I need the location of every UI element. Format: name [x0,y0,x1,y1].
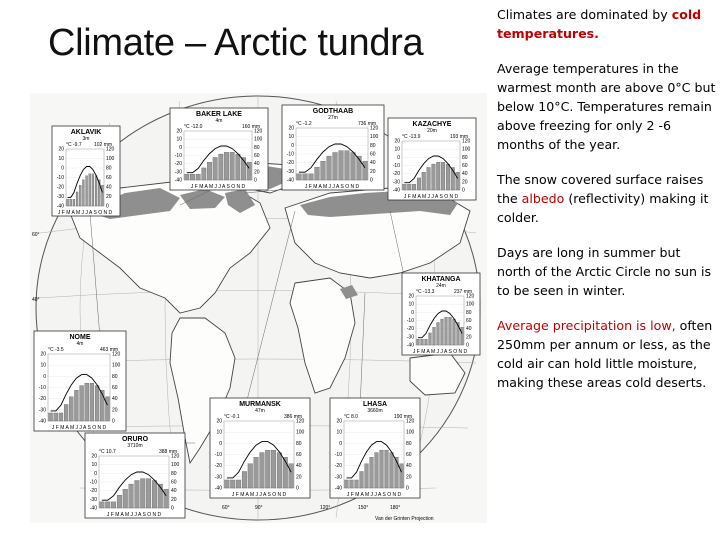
temp-tick: -10 [334,452,342,458]
paragraph-albedo: The snow covered surface raises the albedo (reflectivity) making it colder. [497,172,709,225]
lon-label-120: 120° [320,505,331,511]
month-axis: J F M A M J J A S O N D [403,194,459,200]
precip-bar [242,471,247,488]
lon-label-60: 60° [222,505,230,511]
precip-bar [76,192,78,206]
station-annual-precip: 102 mm [94,142,113,148]
temp-tick: 20 [176,128,182,135]
precip-bar [441,319,444,345]
precip-bar [427,167,431,190]
precip-bar [85,383,89,421]
temp-tick: 0 [397,154,400,161]
precip-bar [101,185,103,206]
temp-tick: -20 [38,396,46,403]
temp-tick: 10 [40,362,46,369]
precip-bar [449,317,452,345]
precip-tick: 100 [370,134,379,141]
precip-tick: 20 [370,168,376,175]
precip-bar [385,450,389,488]
temp-tick: 10 [91,462,97,469]
temp-tick: 20 [336,418,342,425]
precip-bar [289,464,294,488]
precip-tick: 120 [106,146,115,153]
precip-bar [105,502,110,508]
temp-tick: -10 [89,479,97,486]
station-mean-temp: °C -12.0 [184,124,203,130]
precip-tick: 0 [466,342,469,349]
precip-bar [355,480,359,488]
temp-tick: -20 [214,463,222,470]
temp-tick: 20 [91,453,97,460]
precip-tick: 80 [370,142,376,149]
paragraph-precipitation: Average precipitation is low, often 250mm per annum or less, as the cold air can hold little moisture, making these areas cold deserts. [497,318,713,390]
temp-tick: 20 [408,293,414,300]
precip-tick: 20 [106,194,112,200]
precip-bar [207,162,211,180]
precip-tick: 60 [466,318,472,324]
temp-tick: 0 [94,470,97,477]
temp-tick: -10 [38,385,46,391]
precip-tick: 0 [171,505,174,512]
precip-bar [49,413,53,421]
temp-tick: 20 [40,351,46,358]
precip-bar [230,480,235,488]
temp-tick: -30 [286,168,294,175]
precip-bar [380,450,384,488]
precip-bar [370,457,374,488]
precip-tick: 80 [466,309,472,316]
albedo-highlight: albedo [521,191,565,206]
temp-tick: 10 [288,134,294,141]
temp-tick: -30 [56,194,64,200]
station-annual-precip: 736 mm [358,121,377,127]
station-mean-temp: °C -3.5 [48,347,64,353]
precip-bar [297,174,302,180]
precip-bar [225,480,230,488]
precip-tick: 40 [466,326,472,333]
precip-bar [303,174,308,180]
precip-tick: 80 [462,154,468,161]
station-annual-precip: 237 mm [454,289,473,295]
precip-tick: 80 [112,373,118,380]
temp-tick: 20 [216,418,222,425]
temp-tick: -40 [56,203,64,210]
temp-tick: 20 [394,138,400,145]
paragraph-cold: Climates are dominated by cold temperatures. [497,7,702,41]
tundra-climate-map [30,93,487,523]
precip-tick: 20 [406,474,412,481]
precip-tick: 40 [254,161,260,168]
precip-bar [375,453,379,488]
station-annual-precip: 388 mm [159,449,178,455]
precip-bar [403,184,407,190]
station-elevation: 27m [328,115,338,121]
precip-tick: 120 [296,418,305,425]
precip-bar [92,174,94,206]
temp-tick: -40 [89,505,97,512]
precip-bar [146,479,151,508]
climograph-baker-lake [170,108,268,190]
precip-bar [90,383,94,421]
precip-bar [70,199,72,206]
lat-label-40: 40° [32,297,40,303]
precip-bar [271,450,276,488]
projection-label: Van der Grinten Projection [375,516,434,522]
precip-bar [315,167,320,180]
climograph-aklavik [52,126,120,216]
climograph-nome [34,331,126,431]
precip-tick: 60 [112,385,118,391]
precip-tick: 80 [254,144,260,151]
station-mean-temp: °C 8.0 [344,414,358,420]
precip-bar [422,172,426,190]
temp-tick: -40 [334,485,342,492]
precip-bar [95,176,97,206]
station-elevation: 20m [427,128,437,134]
month-axis: J F M A M J J A S O N D [346,492,402,498]
station-mean-temp: °C 10.7 [99,449,116,455]
precip-tick: 120 [112,351,121,358]
precip-tick: 60 [462,163,468,169]
lat-label-60: 60° [32,232,40,238]
precip-tick: 0 [112,418,115,425]
precip-tick: 100 [254,136,263,143]
station-elevation: 3660m [367,408,383,414]
precip-tick: 60 [254,153,260,159]
precip-bar [54,413,58,421]
slide-title: Climate – Arctic tundra [48,22,424,64]
precip-bar [453,319,456,345]
temp-tick: -20 [174,161,182,168]
text-column [497,5,717,408]
temp-tick: -30 [392,179,400,186]
precip-tick: 40 [112,396,118,403]
temp-tick: -30 [89,496,97,503]
precip-bar [412,184,416,190]
station-name: GODTHAAB [312,108,354,115]
temp-tick: -10 [174,153,182,159]
precip-bar [254,457,259,488]
station-elevation: 3710m [127,443,143,449]
precip-bar [390,453,394,488]
precip-tick: 0 [462,187,465,194]
precip-bar [59,413,63,421]
precip-tick: 80 [406,440,412,447]
precip-tick: 100 [462,146,471,153]
precip-bar [400,464,404,488]
precip-bar [345,151,350,180]
month-axis: J F M A M J J A S O N D [412,349,468,355]
precip-tick: 20 [462,179,468,186]
precip-tick: 120 [370,125,379,132]
precip-tick: 100 [406,429,415,436]
station-annual-precip: 190 mm [394,414,413,420]
precip-tick: 20 [171,496,177,503]
precip-tick: 0 [406,485,409,492]
temp-tick: -20 [56,184,64,191]
station-annual-precip: 160 mm [242,124,261,130]
station-mean-temp: °C -1.2 [296,121,312,127]
precip-tick: 0 [106,203,109,210]
precip-tick: 100 [112,362,121,369]
precip-tick: 80 [106,165,112,172]
precip-bar [351,152,356,180]
station-annual-precip: 193 mm [450,134,469,140]
temp-tick: -30 [334,474,342,481]
precip-bar [360,471,364,488]
climograph-murmansk [210,398,310,498]
precip-bar [327,156,332,180]
precip-bar [213,157,217,180]
temp-tick: -20 [286,160,294,167]
temp-tick: 0 [179,144,182,151]
precip-bar [441,162,445,190]
precip-bar [202,168,206,180]
precip-tick: 100 [466,301,475,308]
precip-bar [309,174,314,180]
station-name: MURMANSK [239,401,281,408]
precip-bar [339,151,344,180]
precip-bar [425,339,428,345]
precip-bar [265,450,270,488]
precip-tick: 40 [406,463,412,470]
precip-tick: 120 [171,453,180,460]
temp-tick: 0 [61,165,64,172]
paragraph-daylight: Days are long in summer but north of the Arctic Circle no sun is to be seen in winter. [497,245,712,298]
precip-tick: 60 [171,479,177,486]
precip-bar [456,172,460,190]
precip-bar [69,397,73,421]
precip-tick: 20 [296,474,302,481]
temp-tick: -40 [286,177,294,184]
precip-bar [64,404,68,421]
station-elevation: 4m [76,341,84,347]
precip-bar [429,333,432,345]
precip-bar [321,161,326,180]
precipitation-highlight: Average precipitation is low, [497,318,676,333]
precip-bar [345,480,349,488]
world-map-svg [30,93,487,523]
temp-tick: -40 [392,187,400,194]
precip-tick: 100 [171,462,180,469]
precip-bar [135,480,140,508]
precip-bar [230,152,234,180]
temp-tick: -40 [406,342,414,349]
lon-label-150: 150° [358,505,369,511]
precip-tick: 40 [296,463,302,470]
precip-tick: 40 [106,184,112,191]
station-name: KHATANGA [421,276,461,283]
station-annual-precip: 386 mm [284,414,303,420]
precip-tick: 100 [106,156,115,162]
station-mean-temp: °C -0.1 [224,414,240,420]
lon-label-90: 90° [255,505,263,511]
climograph-lhasa [330,398,420,498]
precip-tick: 60 [406,452,412,458]
temp-tick: 10 [216,429,222,436]
precip-bar [365,464,369,488]
precip-bar [421,339,424,345]
month-axis: J F M A M J J A S O N D [51,425,107,431]
precip-bar [82,180,84,206]
temp-tick: -10 [56,175,64,181]
temp-tick: -30 [38,407,46,414]
temp-tick: 10 [408,301,414,308]
cold-highlight: cold temperatures. [497,7,702,41]
temp-tick: -20 [334,463,342,470]
precip-bar [190,174,194,180]
precip-bar [140,479,145,508]
precip-bar [333,152,338,180]
precip-bar [67,199,69,206]
station-mean-temp: °C -13.3 [416,289,435,295]
precip-tick: 40 [370,160,376,167]
precip-bar [74,390,78,421]
temp-tick: 10 [58,156,64,162]
climograph-godthaab [282,105,384,190]
precip-tick: 80 [296,440,302,447]
precip-bar [433,327,436,345]
climograph-khatanga [402,273,480,355]
precip-bar [437,322,440,345]
precip-bar [89,174,91,206]
precip-tick: 120 [254,128,263,135]
station-name: ORURO [121,436,149,443]
station-mean-temp: °C -9.7 [66,142,82,148]
precip-bar [260,453,265,488]
station-name: BAKER LAKE [196,111,242,118]
precip-tick: 60 [296,452,302,458]
temp-tick: -20 [406,326,414,333]
temp-tick: -30 [174,169,182,176]
temp-tick: 10 [394,146,400,153]
temp-tick: 20 [58,146,64,153]
precip-bar [350,480,354,488]
temp-tick: 0 [219,440,222,447]
temp-tick: 0 [43,373,46,380]
precip-bar [117,495,122,508]
precip-bar [432,164,436,190]
month-axis: J F M A M J J A S O N D [304,184,360,190]
climograph-kazachye [388,118,476,200]
precip-tick: 40 [462,171,468,178]
month-axis: J F M A M J J A S O N D [57,210,113,216]
precip-bar [224,152,228,180]
station-name: NOME [69,334,91,341]
temp-tick: 0 [291,142,294,149]
precip-bar [95,386,99,421]
precip-bar [417,339,420,345]
precip-tick: 120 [466,293,475,300]
precip-bar [80,386,84,421]
month-axis: J F M A M J J A S O N D [106,512,162,518]
precip-bar [86,176,88,206]
precip-tick: 80 [171,470,177,477]
station-elevation: 24m [436,283,446,289]
temp-tick: 0 [411,309,414,316]
temp-tick: 0 [339,440,342,447]
station-name: AKLAVIK [70,129,102,136]
temp-tick: -20 [89,488,97,495]
temp-tick: 20 [288,125,294,132]
precip-bar [152,480,157,508]
precip-tick: 60 [370,151,376,158]
station-elevation: 3m [82,136,90,142]
precip-bar [247,162,251,180]
precip-bar [236,480,241,488]
precip-tick: 0 [370,177,373,184]
precip-tick: 60 [106,175,112,181]
temp-tick: -10 [286,151,294,158]
precip-bar [123,489,128,508]
precip-bar [219,154,223,180]
temp-tick: -20 [392,171,400,178]
precip-bar [417,178,421,190]
precip-bar [407,184,411,190]
lon-label-180: 180° [390,505,401,511]
station-annual-precip: 463 mm [100,347,119,353]
precip-tick: 120 [406,418,415,425]
precip-bar [446,164,450,190]
precip-bar [236,154,240,180]
temp-tick: -30 [406,334,414,341]
precip-bar [461,327,464,345]
precip-bar [164,489,169,508]
precip-bar [436,162,440,190]
precip-bar [111,502,116,508]
precip-tick: 40 [171,488,177,495]
precip-bar [248,464,253,488]
precip-bar [363,161,368,180]
precip-bar [196,174,200,180]
precip-tick: 0 [296,485,299,492]
temp-tick: -10 [214,452,222,458]
month-axis: J F M A M J J A S O N D [231,492,287,498]
station-mean-temp: °C -13.9 [402,134,421,140]
paragraph-average-temperatures: Average temperatures in the warmest month are above 0°C but below 10°C. Temperatures remain above freezing for only 2 -6 months of the year. [497,61,716,152]
climograph-oruro [85,433,185,518]
precip-tick: 120 [462,138,471,145]
temp-tick: -40 [174,177,182,184]
station-name: LHASA [362,401,388,408]
station-elevation: 47m [255,408,265,414]
station-name: KAZACHYE [412,121,452,128]
precip-tick: 20 [466,334,472,341]
month-axis: J F M A M J J A S O N D [190,184,246,190]
precip-bar [79,185,81,206]
temp-tick: 10 [336,429,342,436]
station-elevation: 4m [215,118,223,124]
precip-tick: 20 [112,407,118,414]
temp-tick: 10 [176,136,182,143]
precip-tick: 0 [254,177,257,184]
temp-tick: -40 [214,485,222,492]
precip-bar [445,317,448,345]
precip-bar [185,174,189,180]
temp-tick: -40 [38,418,46,425]
temp-tick: -10 [406,318,414,324]
precip-bar [100,502,105,508]
temp-tick: -30 [214,474,222,481]
precip-bar [277,453,282,488]
precip-bar [73,199,75,206]
precip-tick: 100 [296,429,305,436]
precip-tick: 20 [254,169,260,176]
temp-tick: -10 [392,163,400,169]
precip-bar [105,397,109,421]
precip-bar [129,484,134,508]
